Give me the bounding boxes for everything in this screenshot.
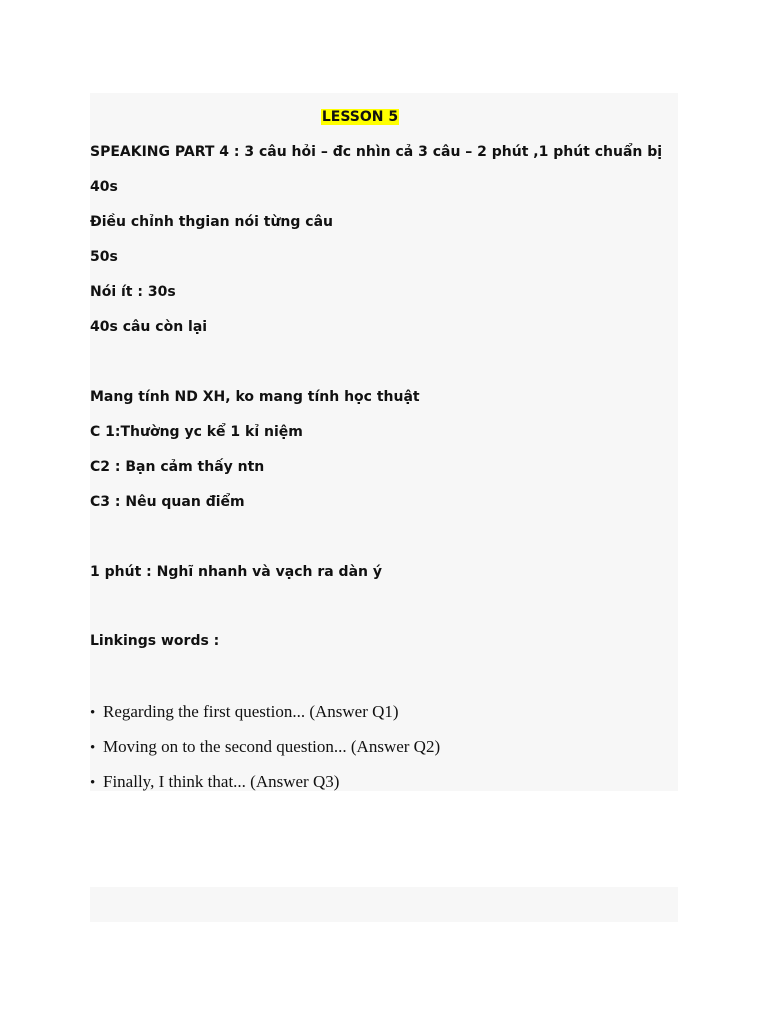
bullet-icon: • xyxy=(90,740,96,756)
list-item xyxy=(90,736,440,759)
speak-less-line: Nói ít : 30s xyxy=(90,284,176,300)
one-minute-line: 1 phút : Nghĩ nhanh và vạch ra dàn ý xyxy=(90,564,382,580)
content-panel xyxy=(90,93,678,791)
question-3-line: C3 : Nêu quan điểm xyxy=(90,494,245,510)
bullet-icon: • xyxy=(90,705,96,721)
title-row xyxy=(0,107,720,127)
speaking-part-line: SPEAKING PART 4 : 3 câu hỏi – đc nhìn cả 3 câu – 2 phút ,1 phút chuẩn bị xyxy=(90,144,663,160)
time-40s-line: 40s xyxy=(90,179,118,195)
list-item-text: Regarding the first question... (Answer Q1) xyxy=(103,702,399,721)
adjust-time-line: Điều chỉnh thgian nói từng câu xyxy=(90,214,333,230)
next-page-panel xyxy=(90,887,678,922)
linking-words-heading: Linkings words : xyxy=(90,633,220,649)
question-2-line: C2 : Bạn cảm thấy ntn xyxy=(90,459,265,475)
time-50s-line: 50s xyxy=(90,249,118,265)
list-item xyxy=(90,771,339,794)
list-item-text: Moving on to the second question... (Answer Q2) xyxy=(103,737,441,756)
content-type-line: Mang tính ND XH, ko mang tính học thuật xyxy=(90,389,420,405)
remaining-question-line: 40s câu còn lại xyxy=(90,319,208,335)
list-item xyxy=(90,701,399,724)
lesson-title: LESSON 5 xyxy=(321,109,399,125)
bullet-icon: • xyxy=(90,775,96,791)
question-1-line: C 1:Thường yc kể 1 kỉ niệm xyxy=(90,424,303,440)
list-item-text: Finally, I think that... (Answer Q3) xyxy=(103,772,340,791)
